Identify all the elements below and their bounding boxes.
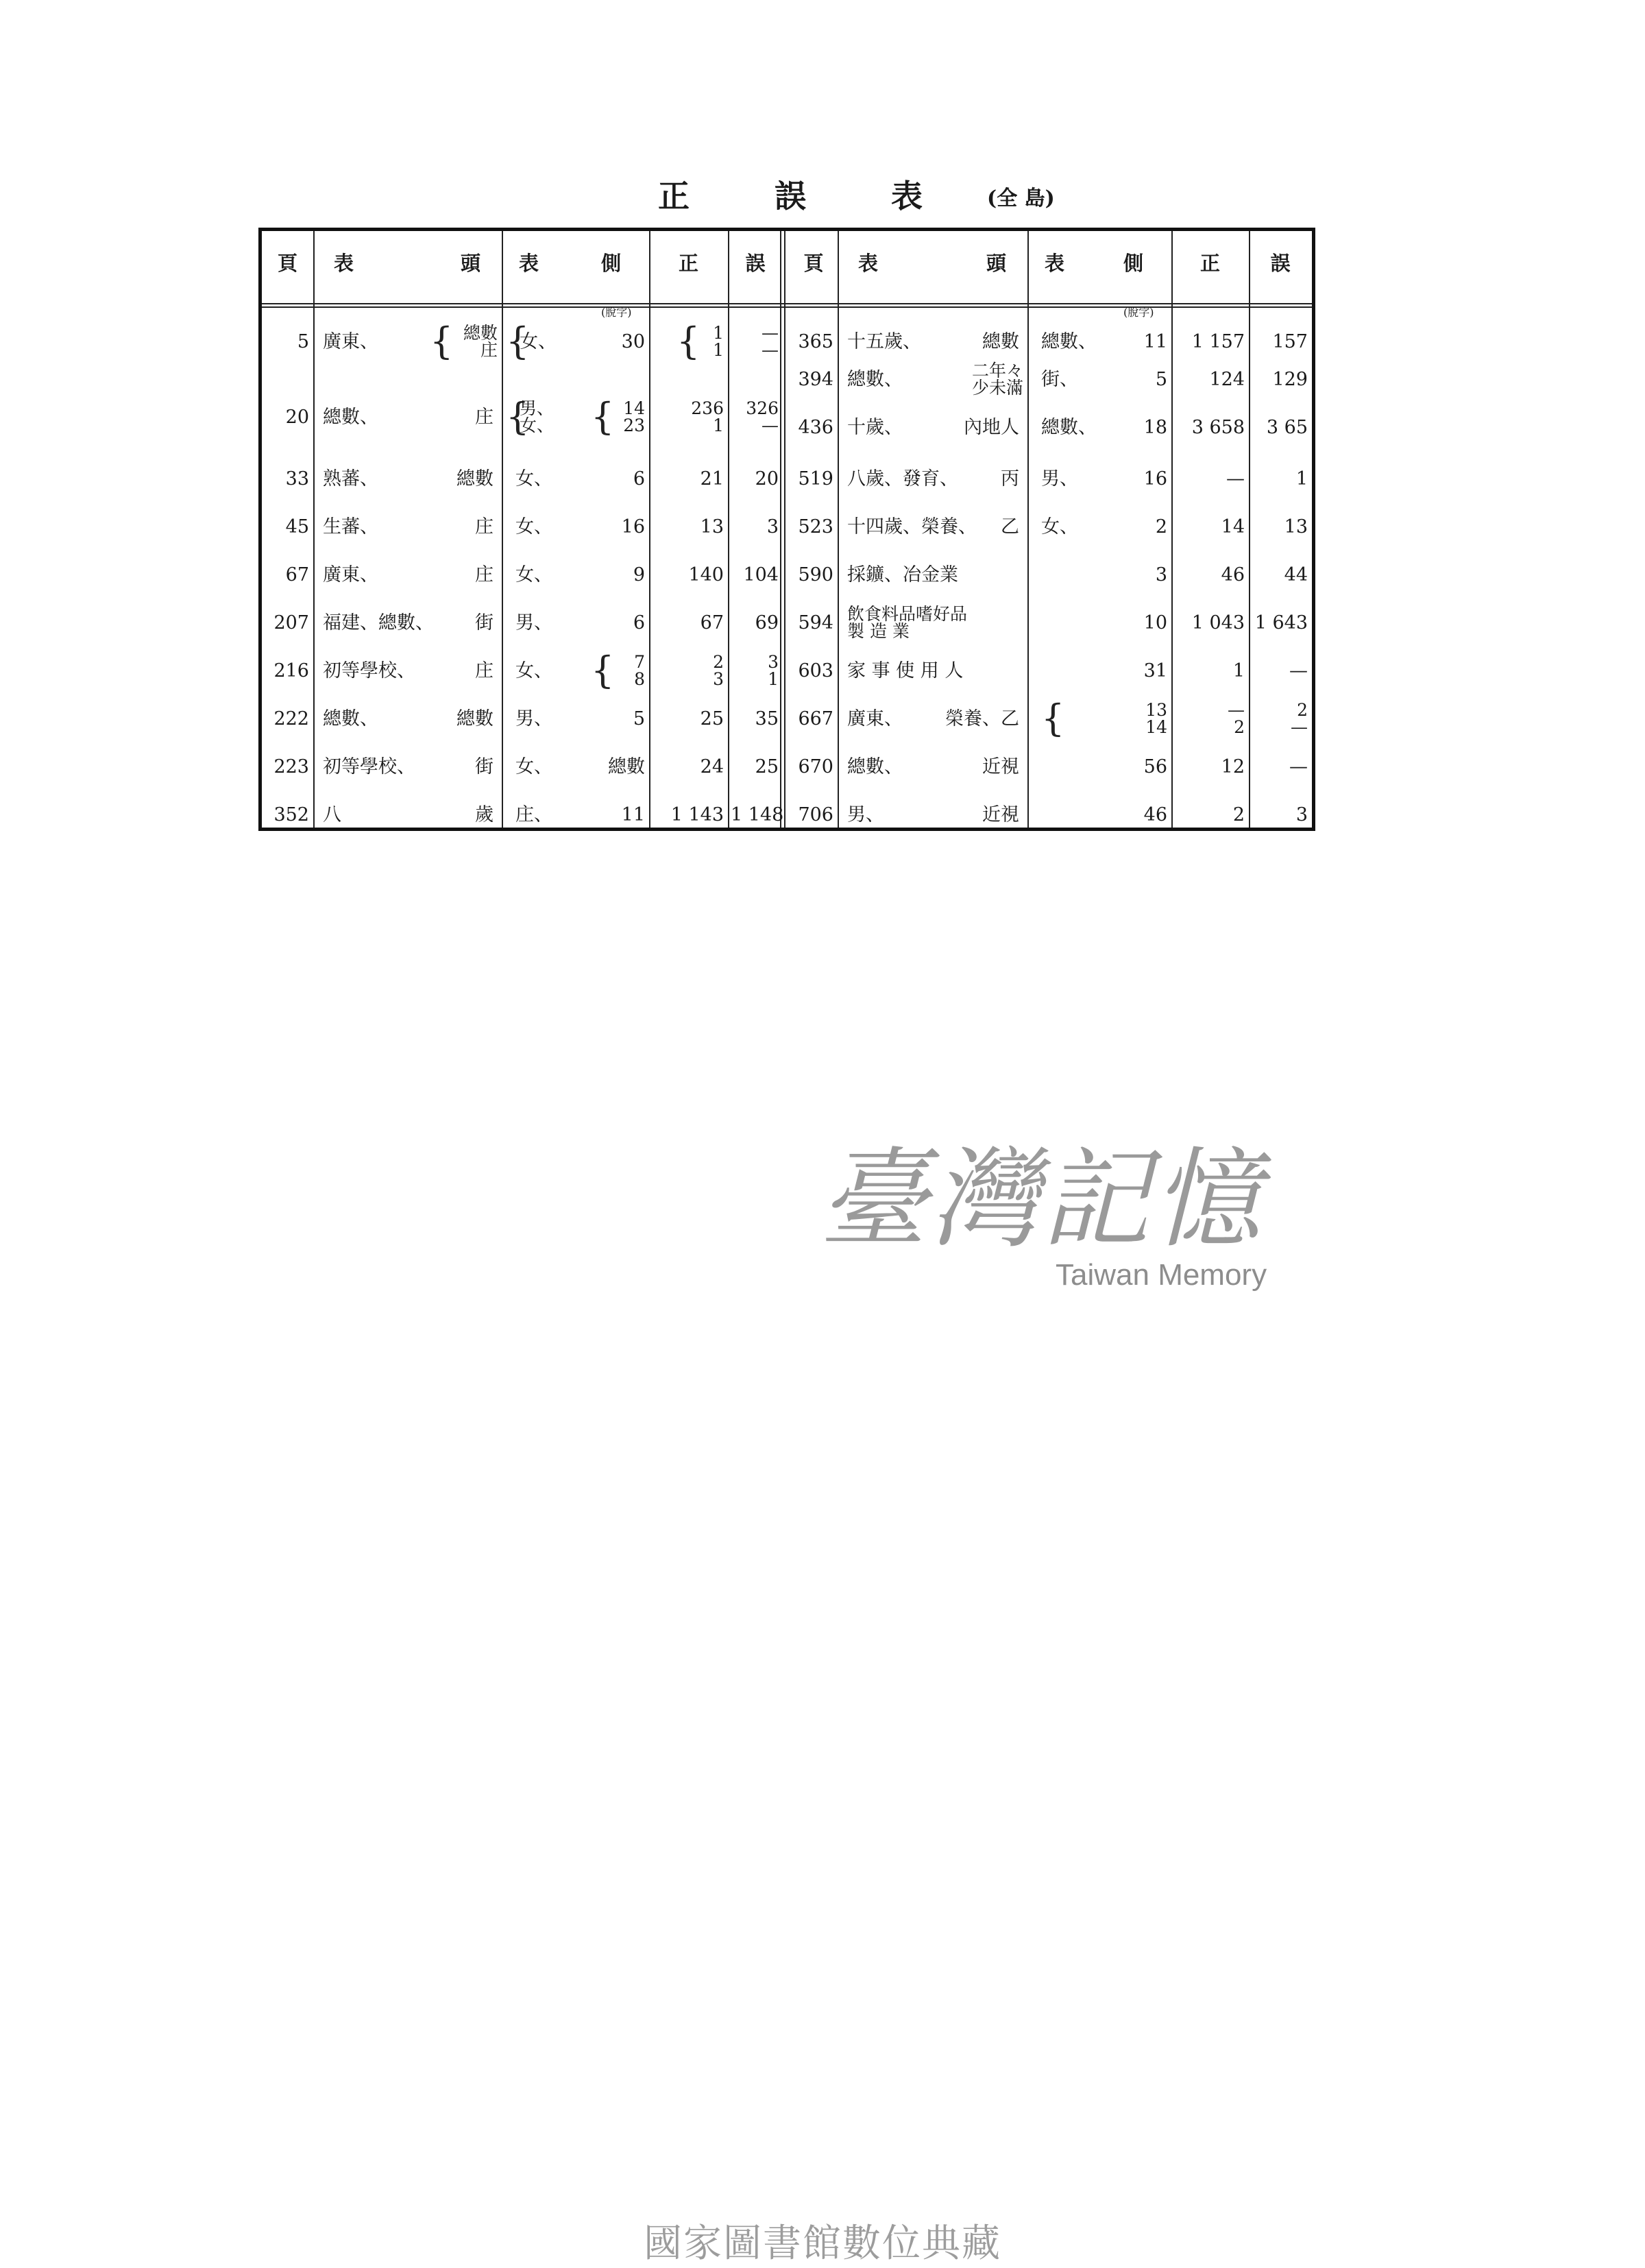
- left-row-10-correct: 1 143: [670, 804, 724, 825]
- left-row-1-head-b-line: 總數: [463, 323, 498, 343]
- left-row-9-head-b: 街: [475, 756, 494, 777]
- right-header-head-a: 表: [858, 252, 879, 275]
- left-row-4-side-b: 16: [621, 516, 645, 538]
- right-row-2-head-b-line: 少未滿: [971, 378, 1023, 398]
- left-row-3-correct: 21: [700, 468, 724, 490]
- errata-table: [258, 228, 1315, 831]
- left-row-1-wrong: [731, 324, 779, 359]
- right-header-side-a: 表: [1045, 252, 1065, 275]
- right-row-5-side-b: 2: [1155, 516, 1167, 538]
- left-row-2-wrong-line: 326: [746, 398, 779, 418]
- left-row-1-side-brace: {: [506, 319, 530, 363]
- right-row-9-correct: [1174, 701, 1245, 736]
- left-row-4-head-a: 生蕃、: [323, 516, 378, 538]
- right-row-4-side-b: 16: [1143, 468, 1167, 490]
- left-row-1-page: 5: [297, 331, 309, 352]
- right-row-9-correct-line: —: [1228, 700, 1245, 720]
- column-divider: [780, 231, 785, 828]
- right-row-7-page: 594: [798, 612, 833, 634]
- right-row-5-head-b: 乙: [1001, 516, 1019, 538]
- right-row-1-correct: 1 157: [1191, 331, 1245, 352]
- left-row-8-correct: 25: [700, 708, 724, 729]
- left-row-2-side-a-line: 男、: [520, 398, 555, 418]
- right-row-4-wrong: 1: [1295, 468, 1308, 490]
- column-divider: [1027, 231, 1029, 828]
- right-row-5-correct: 14: [1221, 516, 1245, 538]
- column-divider: [1171, 231, 1173, 828]
- left-row-5-head-b: 庄: [475, 564, 494, 586]
- right-row-8-wrong: —: [1289, 660, 1308, 681]
- right-row-10-wrong: —: [1289, 756, 1308, 777]
- right-row-7-head: [847, 605, 1030, 640]
- right-row-2-wrong: 129: [1272, 369, 1308, 390]
- left-row-9-side-a: 女、: [515, 756, 552, 777]
- right-row-3-head-a: 十歲、: [847, 417, 903, 438]
- left-row-2-correct-line: 1: [713, 415, 724, 435]
- right-row-2-head-a: 總數、: [847, 369, 903, 390]
- left-row-1-head-b: [316, 319, 498, 363]
- right-row-6-page: 590: [798, 564, 833, 586]
- right-row-2-side-b: 5: [1155, 369, 1167, 390]
- left-header-wrong: 誤: [745, 252, 766, 275]
- right-row-11-head-a: 男、: [847, 804, 884, 825]
- right-header-wrong: 誤: [1270, 252, 1291, 275]
- left-header-head-b: 頭: [461, 252, 481, 275]
- right-row-1-page: 365: [798, 331, 833, 352]
- left-row-4-side-a: 女、: [515, 516, 552, 538]
- left-row-6-page: 207: [273, 612, 309, 634]
- right-row-9-page: 667: [798, 708, 833, 729]
- left-header-head-a: 表: [334, 252, 354, 275]
- left-row-1-correct-line: 1: [713, 323, 724, 343]
- title-char-2: 誤: [775, 178, 806, 215]
- title-char-3: 表: [891, 178, 923, 215]
- right-header-side-b: 側: [1123, 252, 1144, 275]
- right-row-4-side-a: 男、: [1041, 468, 1078, 490]
- left-row-3-page: 33: [285, 468, 309, 490]
- right-row-11-page: 706: [798, 804, 833, 825]
- left-row-6-side-a: 男、: [515, 612, 552, 634]
- right-row-7-wrong: 1 643: [1254, 612, 1308, 634]
- left-row-3-wrong: 20: [755, 468, 779, 490]
- right-row-1-head-b: 總數: [982, 331, 1019, 352]
- right-row-1-side-a: 總數、: [1041, 331, 1097, 352]
- right-row-3-correct: 3 658: [1191, 417, 1245, 438]
- right-row-10-head-b: 近視: [982, 756, 1019, 777]
- left-row-6-side-b: 6: [633, 612, 645, 634]
- right-row-8-correct: 1: [1232, 660, 1245, 681]
- footer-credit: 國家圖書館數位典藏: [644, 2221, 1001, 2266]
- left-row-2-side-a-line: 女、: [520, 415, 555, 435]
- left-row-1-side-a: 女、: [520, 331, 557, 352]
- right-row-2-head-b-line: 二年々: [971, 361, 1023, 381]
- left-row-7-wrong-line: 3: [768, 652, 779, 672]
- right-row-7-head-line: 飲食料品嗜好品: [847, 604, 968, 624]
- left-row-3-side-a: 女、: [515, 468, 552, 490]
- right-row-9-wrong-line: —: [1291, 717, 1308, 737]
- right-row-3-head-b: 內地人: [964, 417, 1019, 438]
- left-row-10-head-a: 八: [323, 804, 341, 825]
- left-row-4-wrong: 3: [766, 516, 779, 538]
- left-row-7-side-b-line: 7: [634, 652, 645, 672]
- left-row-10-side-b: 11: [621, 804, 645, 825]
- right-row-11-side-b: 46: [1143, 804, 1167, 825]
- right-row-2-page: 394: [798, 369, 833, 390]
- left-row-7-correct: [652, 653, 724, 688]
- right-row-3-page: 436: [798, 417, 833, 438]
- right-row-3-side-b: 18: [1143, 417, 1167, 438]
- left-row-1-side-b: 30: [621, 331, 645, 352]
- right-row-7-side-b: 10: [1143, 612, 1167, 634]
- left-row-8-wrong: 35: [755, 708, 779, 729]
- right-row-4-head-b: 丙: [1001, 468, 1019, 490]
- left-row-3-head-a: 熟蕃、: [323, 468, 378, 490]
- right-row-9-wrong: [1252, 701, 1308, 736]
- right-row-11-correct: 2: [1232, 804, 1245, 825]
- right-row-9-side-b: [1030, 697, 1167, 740]
- left-row-8-page: 222: [273, 708, 309, 729]
- right-row-4-page: 519: [798, 468, 833, 490]
- left-row-2-page: 20: [285, 407, 309, 428]
- right-row-9-side-b-brace: {: [1041, 697, 1065, 740]
- left-row-1-note: (脫字): [601, 306, 632, 319]
- right-row-4-head-a: 八歲、發育、: [847, 468, 958, 490]
- left-row-2-head-b: 庄: [475, 407, 494, 428]
- left-row-7-side-b: [504, 649, 645, 692]
- watermark-english: Taiwan Memory: [1056, 1258, 1267, 1292]
- right-row-11-head-b: 近視: [982, 804, 1019, 825]
- right-row-1-head-a: 十五歲、: [847, 331, 921, 352]
- left-row-9-correct: 24: [700, 756, 724, 777]
- column-divider: [728, 231, 729, 828]
- left-row-7-side-a: 女、: [515, 660, 552, 681]
- right-row-6-side-b: 3: [1155, 564, 1167, 586]
- right-row-8-head-a: 家 事 使 用 人: [847, 660, 964, 681]
- left-row-5-page: 67: [285, 564, 309, 586]
- left-row-5-side-b: 9: [633, 564, 645, 586]
- left-row-2-side-b: [504, 395, 645, 438]
- left-row-2-side-b-line: 23: [623, 415, 645, 435]
- left-row-9-wrong: 25: [755, 756, 779, 777]
- right-row-5-side-a: 女、: [1041, 516, 1078, 538]
- right-row-5-wrong: 13: [1284, 516, 1308, 538]
- right-row-3-side-a: 總數、: [1041, 417, 1097, 438]
- right-row-9-head-b: 榮養、乙: [945, 708, 1019, 729]
- left-row-5-side-a: 女、: [515, 564, 552, 586]
- left-row-4-page: 45: [285, 516, 309, 538]
- left-row-2-correct: [652, 400, 724, 434]
- right-row-6-wrong: 44: [1284, 564, 1308, 586]
- right-row-8-page: 603: [798, 660, 833, 681]
- right-row-2-head-b: [840, 362, 1023, 396]
- left-row-10-head-b: 歲: [475, 804, 494, 825]
- right-row-3-wrong: 3 65: [1266, 417, 1308, 438]
- right-row-11-wrong: 3: [1295, 804, 1308, 825]
- left-header-side-a: 表: [519, 252, 539, 275]
- left-row-10-wrong: 1 148: [731, 804, 784, 825]
- watermark-logo: 臺灣記憶: [819, 1137, 1263, 1263]
- right-row-8-side-b: 31: [1143, 660, 1167, 681]
- left-row-2-head-a: 總數、: [323, 407, 378, 428]
- left-row-7-head-b: 庄: [475, 660, 494, 681]
- left-row-4-head-b: 庄: [475, 516, 494, 538]
- left-row-3-head-b: 總數: [456, 468, 494, 490]
- right-header-head-b: 頭: [986, 252, 1007, 275]
- left-row-1-head-brace: {: [430, 319, 454, 363]
- right-row-10-page: 670: [798, 756, 833, 777]
- right-row-9-wrong-line: 2: [1297, 700, 1308, 720]
- right-row-5-head-a: 十四歲、榮養、: [847, 516, 977, 538]
- right-header-page: 頁: [803, 252, 824, 275]
- left-row-6-head-a: 福建、總數、: [323, 612, 434, 634]
- right-row-10-side-b: 56: [1143, 756, 1167, 777]
- left-row-2-side-b-brace: {: [591, 395, 615, 438]
- left-row-2-wrong: [731, 400, 779, 434]
- document-title: [0, 171, 1645, 219]
- left-row-8-side-b: 5: [633, 708, 645, 729]
- right-row-1-note: (脫字): [1123, 306, 1154, 319]
- right-row-2-correct: 124: [1209, 369, 1245, 390]
- header-divider: [262, 303, 1312, 308]
- left-row-1-wrong-line: —: [761, 340, 779, 360]
- left-row-8-side-a: 男、: [515, 708, 552, 729]
- right-row-9-side-b-line: 14: [1145, 717, 1167, 737]
- left-header-correct: 正: [678, 252, 698, 275]
- column-divider: [502, 231, 503, 828]
- right-row-10-correct: 12: [1221, 756, 1245, 777]
- right-row-6-head-a: 採鑛、冶金業: [847, 564, 958, 586]
- left-row-7-correct-line: 2: [713, 652, 724, 672]
- left-row-9-page: 223: [273, 756, 309, 777]
- left-row-1-wrong-line: —: [761, 323, 779, 343]
- right-header-correct: 正: [1199, 252, 1220, 275]
- left-row-1-head-a: 廣東、: [323, 331, 378, 352]
- left-row-2-side-brace: {: [506, 395, 530, 438]
- right-row-5-page: 523: [798, 516, 833, 538]
- right-row-9-side-b-line: 13: [1145, 700, 1167, 720]
- left-row-1-correct-brace: {: [677, 319, 700, 363]
- left-row-6-correct: 67: [700, 612, 724, 634]
- right-row-4-correct: —: [1226, 468, 1245, 490]
- right-row-1-wrong: 157: [1272, 331, 1308, 352]
- title-subtitle: (全 島): [987, 186, 1055, 210]
- left-row-1-head-b-line: 庄: [480, 340, 498, 360]
- left-row-7-side-b-brace: {: [591, 649, 615, 692]
- left-row-7-side-b-line: 8: [634, 669, 645, 689]
- right-row-7-head-line: 製 造 業: [847, 621, 910, 641]
- column-divider: [649, 231, 650, 828]
- right-row-9-head-a: 廣東、: [847, 708, 903, 729]
- left-row-7-wrong: [731, 653, 779, 688]
- right-row-7-correct: 1 043: [1191, 612, 1245, 634]
- left-row-6-head-b: 街: [475, 612, 494, 634]
- left-row-7-correct-line: 3: [713, 669, 724, 689]
- left-row-5-head-a: 廣東、: [323, 564, 378, 586]
- left-row-9-side-b: 總數: [608, 756, 645, 777]
- left-row-2-side-b-line: 14: [623, 398, 645, 418]
- title-char-1: 正: [658, 178, 690, 215]
- left-row-2-wrong-line: —: [761, 415, 779, 435]
- left-row-5-correct: 140: [688, 564, 724, 586]
- left-row-3-side-b: 6: [633, 468, 645, 490]
- left-row-2-correct-line: 236: [691, 398, 724, 418]
- left-row-8-head-a: 總數、: [323, 708, 378, 729]
- left-header-page: 頁: [277, 252, 297, 275]
- left-row-10-side-a: 庄、: [515, 804, 552, 825]
- column-divider: [1249, 231, 1250, 828]
- left-row-7-page: 216: [273, 660, 309, 681]
- right-row-2-side-a: 街、: [1041, 369, 1078, 390]
- left-row-1-correct-line: 1: [713, 340, 724, 360]
- left-header-side-b: 側: [601, 252, 622, 275]
- left-row-8-head-b: 總數: [456, 708, 494, 729]
- left-row-9-head-a: 初等學校、: [323, 756, 415, 777]
- left-row-7-wrong-line: 1: [768, 669, 779, 689]
- right-row-6-correct: 46: [1221, 564, 1245, 586]
- right-row-1-side-b: 11: [1143, 331, 1167, 352]
- left-row-7-head-a: 初等學校、: [323, 660, 415, 681]
- left-row-10-page: 352: [273, 804, 309, 825]
- left-row-5-wrong: 104: [743, 564, 779, 586]
- right-row-10-head-a: 總數、: [847, 756, 903, 777]
- right-row-9-correct-line: 2: [1234, 717, 1245, 737]
- left-row-6-wrong: 69: [755, 612, 779, 634]
- left-row-1-correct: [652, 319, 724, 363]
- left-row-4-correct: 13: [700, 516, 724, 538]
